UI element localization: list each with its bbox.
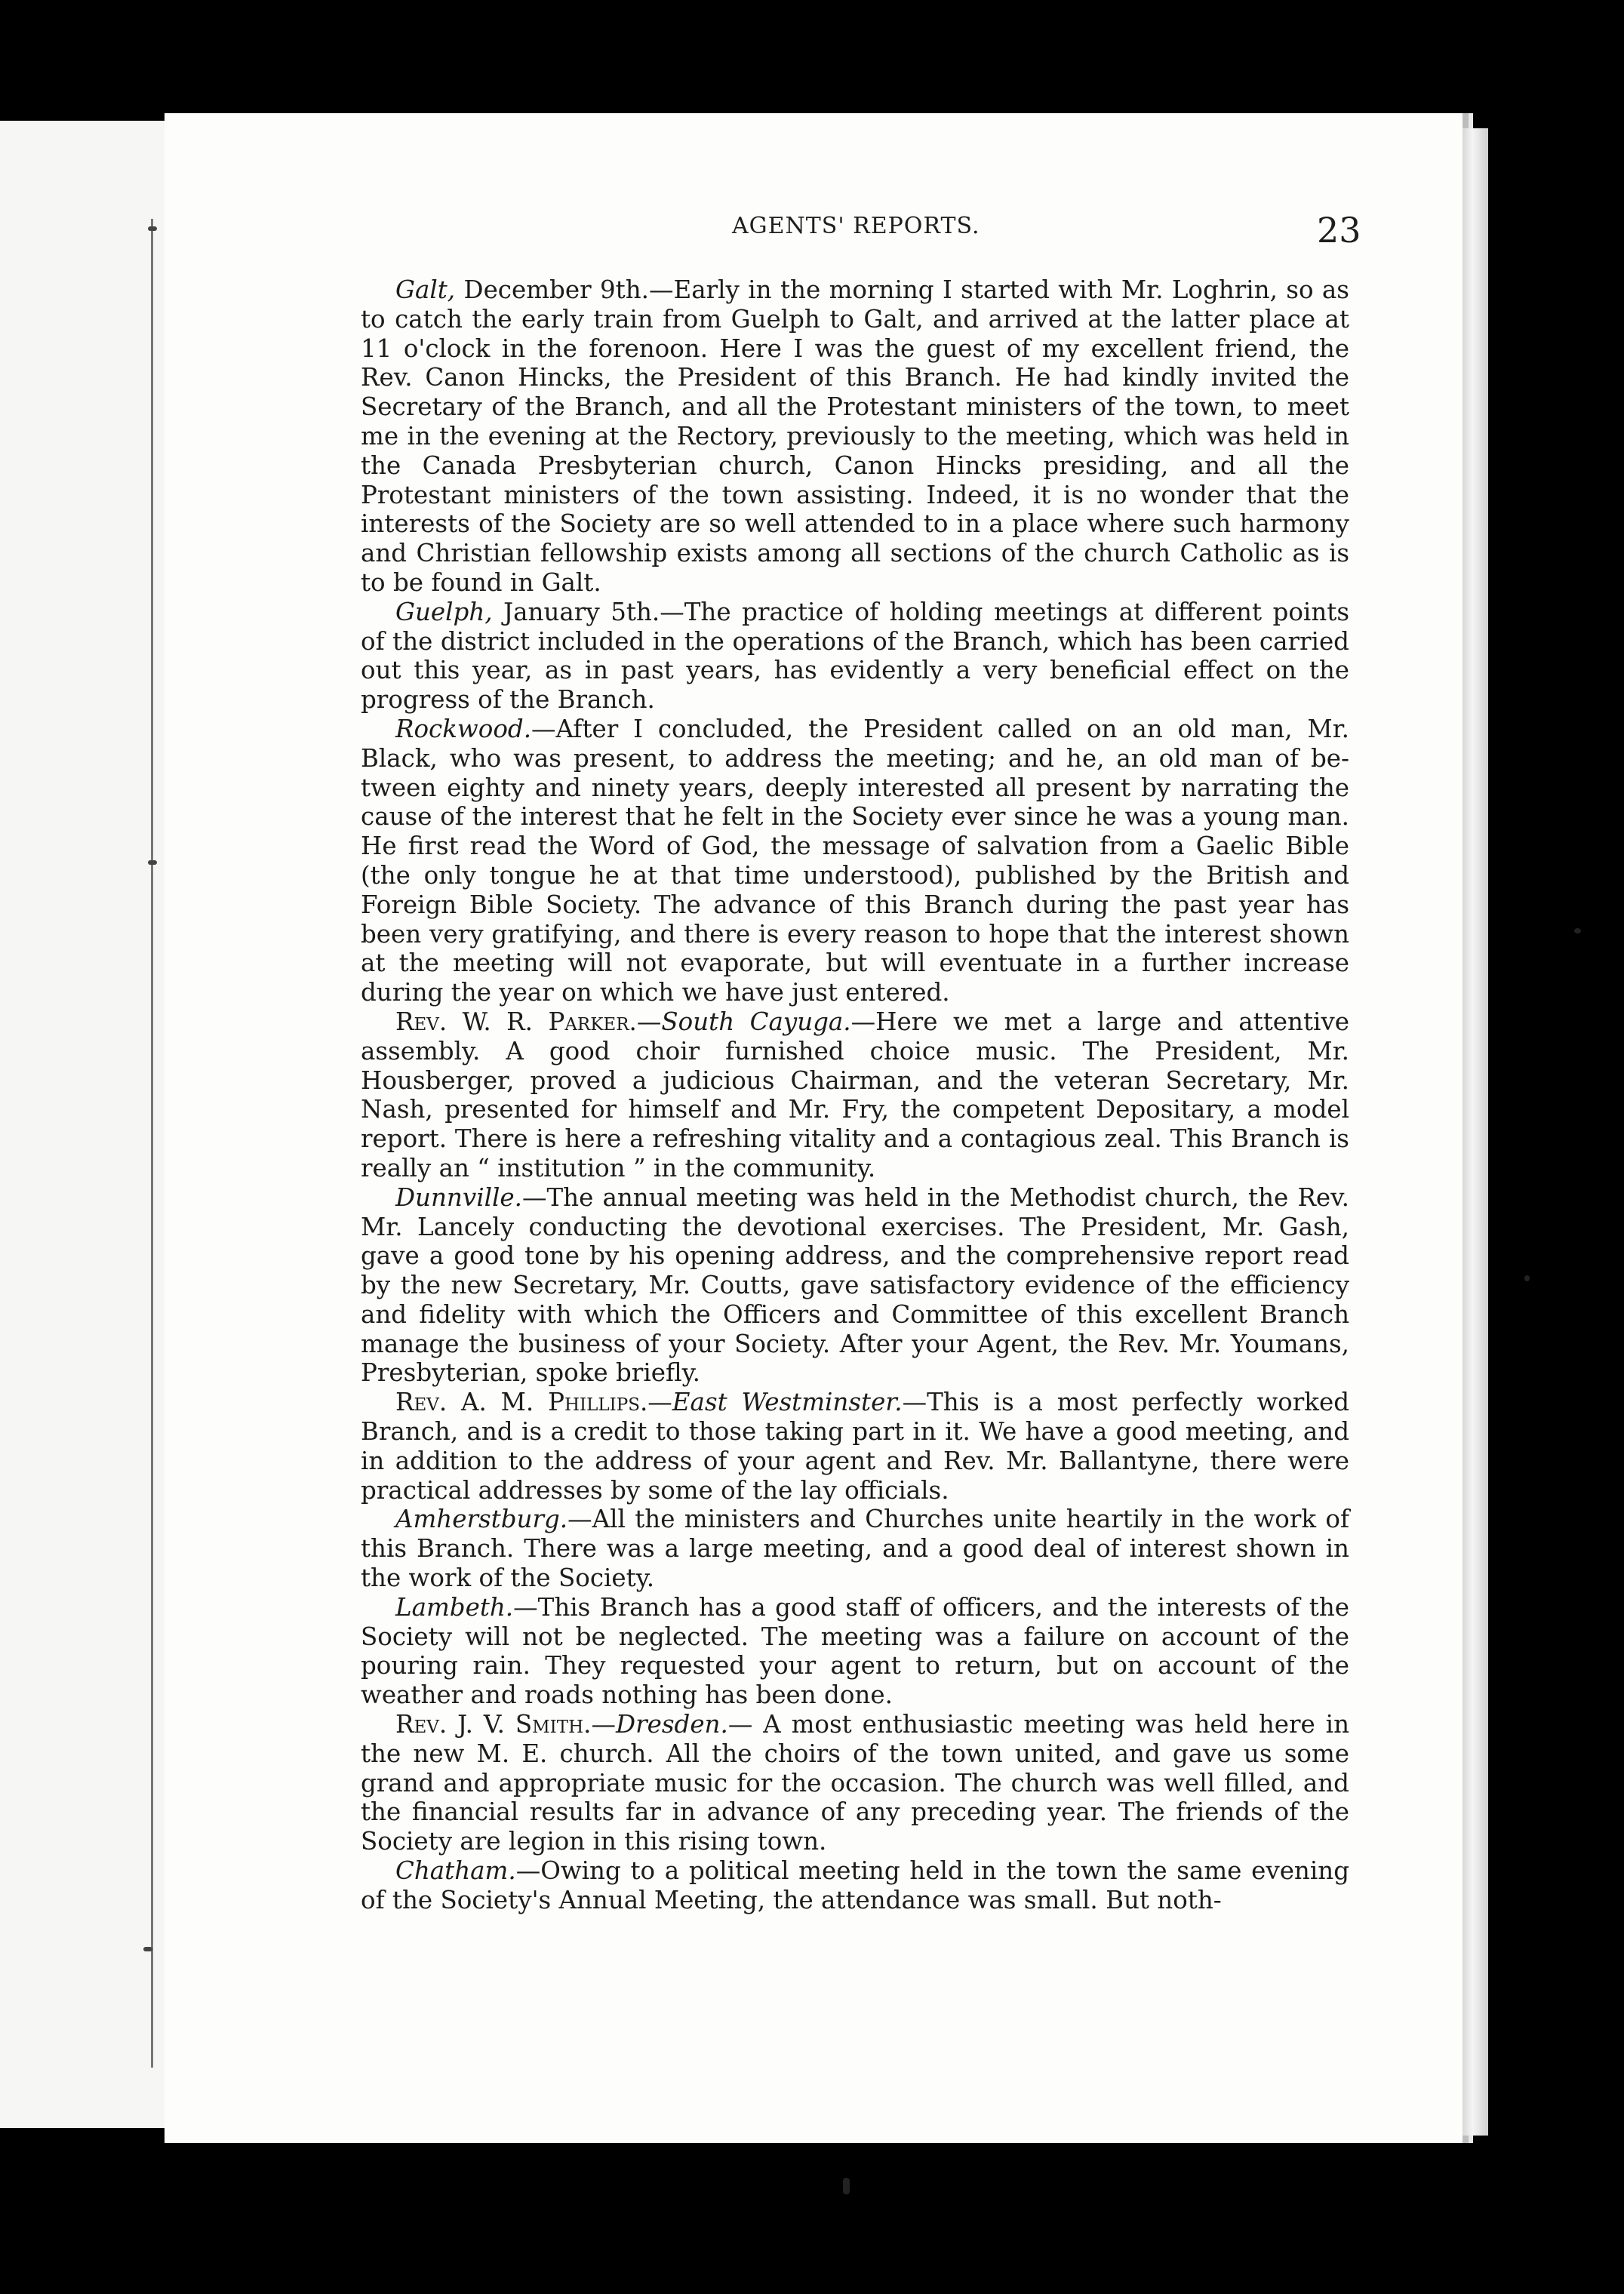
facing-page-edge bbox=[0, 121, 166, 2128]
place-name: Dunnville. bbox=[395, 1182, 522, 1212]
paragraph bbox=[361, 1505, 1349, 1592]
place-name: Lambeth. bbox=[395, 1592, 514, 1622]
place-name: Chatham. bbox=[395, 1856, 516, 1886]
paragraph bbox=[361, 1710, 1349, 1856]
agent-name: Rev. A. M. Phillips.— bbox=[395, 1388, 672, 1417]
page-edge-shadow bbox=[1463, 128, 1488, 2136]
paragraph-text: —After I concluded, the President called on an old man, Mr. Black, who was present, to address the meeting; and he, an old man of between eighty and ninety years, deeply interested all present by narrating the cause of the interest that he felt in the Society ever since he was a young man. He first read the Word of God, the message of salvation from a Gaelic Bible (the only tongue he at that time understood), published by the British and Foreign Bible Society. The advance of this Branch during the past year has been very gratifying, and there is every reason to hope that the interest shown at the meeting will not evaporate, but will eventuate in a further increase during the year on which we have just entered. bbox=[361, 714, 1349, 1007]
paragraph-text: — A most enthusiastic meeting was held here in the new M. E. church. All the choirs of the town united, and gave us some grand and appropriate music for the occasion. The church was well filled, and the financial results far in advance of any preceding year. The friends of the Society are legion in this rising town. bbox=[361, 1710, 1350, 1856]
paragraph bbox=[361, 1007, 1349, 1183]
running-title: AGENTS' REPORTS. bbox=[732, 213, 980, 239]
paragraph-text: —The annual meeting was held in the Methodist church, the Rev. Mr. Lancely conducting the devotional exercises. The President, Mr. Gash, gave a good tone by his opening address, and the comprehensive report read by the new Secretary, Mr. Coutts, gave satisfactory evidence of the efficiency and fidelity with which the Officers and Committee of this excellent Branch manage the business of your Society. After your Agent, the Rev. Mr. Youmans, Presbyterian, spoke briefly. bbox=[361, 1182, 1349, 1388]
binding-mark bbox=[148, 860, 157, 865]
paragraph-text: —Owing to a political meeting held in the town the same evening of the Society's Annual Meeting, the attendance was small. But noth- bbox=[361, 1856, 1349, 1914]
scan-speck bbox=[1524, 1275, 1530, 1281]
paragraph bbox=[361, 715, 1349, 1007]
paragraph bbox=[361, 1183, 1349, 1388]
paragraph-text: —This Branch has a good staff of officers, and the interests of the Society will not be neglected. The meeting was a failure on account of the pouring rain. They requested your agent to return, but on account of the weather and roads nothing has been done. bbox=[361, 1592, 1349, 1710]
place-name: Amherstburg. bbox=[395, 1505, 568, 1534]
binding-mark bbox=[148, 226, 157, 231]
paragraph bbox=[361, 1388, 1349, 1505]
gutter-line bbox=[151, 219, 153, 2068]
agent-name: Rev. W. R. Parker.— bbox=[395, 1007, 662, 1036]
place-name: Guelph, bbox=[395, 597, 493, 626]
place-name: Rockwood. bbox=[395, 714, 532, 743]
paragraph-text: —All the ministers and Churches unite heartily in the work of this Branch. There was a large meeting, and a good deal of interest shown in the work of the Society. bbox=[361, 1505, 1349, 1593]
body-text bbox=[361, 275, 1349, 1915]
binding-mark bbox=[143, 1947, 152, 1951]
paragraph-text: —This is a most perfectly worked Branch, and is a credit to those taking part in it. We have a good meeting, and in addition to the address of your agent and Rev. Mr. Ballantyne, there were practical addresses by some of the lay officials. bbox=[361, 1388, 1349, 1505]
scan-speck bbox=[843, 2178, 850, 2194]
place-name: Galt, bbox=[395, 275, 456, 304]
place-name: South Cayuga. bbox=[661, 1007, 851, 1036]
paragraph bbox=[361, 598, 1349, 715]
page-number: 23 bbox=[1317, 210, 1361, 251]
agent-name: Rev. J. V. Smith.— bbox=[395, 1710, 617, 1739]
scan-speck bbox=[1574, 928, 1581, 933]
paragraph-text: January 5th.—The practice of holding meetings at different points of the district included in the operations of the Branch, which has been carried out this year, as in past years, has evidently a very beneficial effect on the progress of the Branch. bbox=[361, 597, 1349, 715]
paragraph-text: —Here we met a large and attentive assembly. A good choir furnished choice music. The President, Mr. Housberger, proved a judicious Chairman, and the veteran Secretary, Mr. Nash, presented for himself and Mr. Fry, the competent Depositary, a model report. There is here a refreshing vitality and a contagious zeal. This Branch is really an “ institution ” in the community. bbox=[361, 1007, 1349, 1182]
paragraph bbox=[361, 1856, 1349, 1915]
place-name: East Westminster. bbox=[672, 1388, 903, 1417]
paragraph bbox=[361, 1593, 1349, 1710]
paragraph bbox=[361, 275, 1349, 598]
paragraph-text: December 9th.—Early in the morning I started with Mr. Loghrin, so as to catch the early train from Guelph to Galt, and arrived at the latter place at 11 o'clock in the forenoon. Here I was the guest of my excellent friend, the Rev. Canon Hincks, the President of this Branch. He had kindly invited the Secretary of the Branch, and all the Protestant ministers of the town, to meet me in the evening at the Rectory, previously to the meeting, which was held in the Canada Presbyterian church, Canon Hincks presiding, and all the Protestant ministers of the town assisting. Indeed, it is no wonder that the interests of the Society are so well attended to in a place where such harmony and Christian fellowship exists among all sections of the church Catholic as is to be found in Galt. bbox=[361, 275, 1349, 597]
place-name: Dresden. bbox=[616, 1710, 728, 1739]
